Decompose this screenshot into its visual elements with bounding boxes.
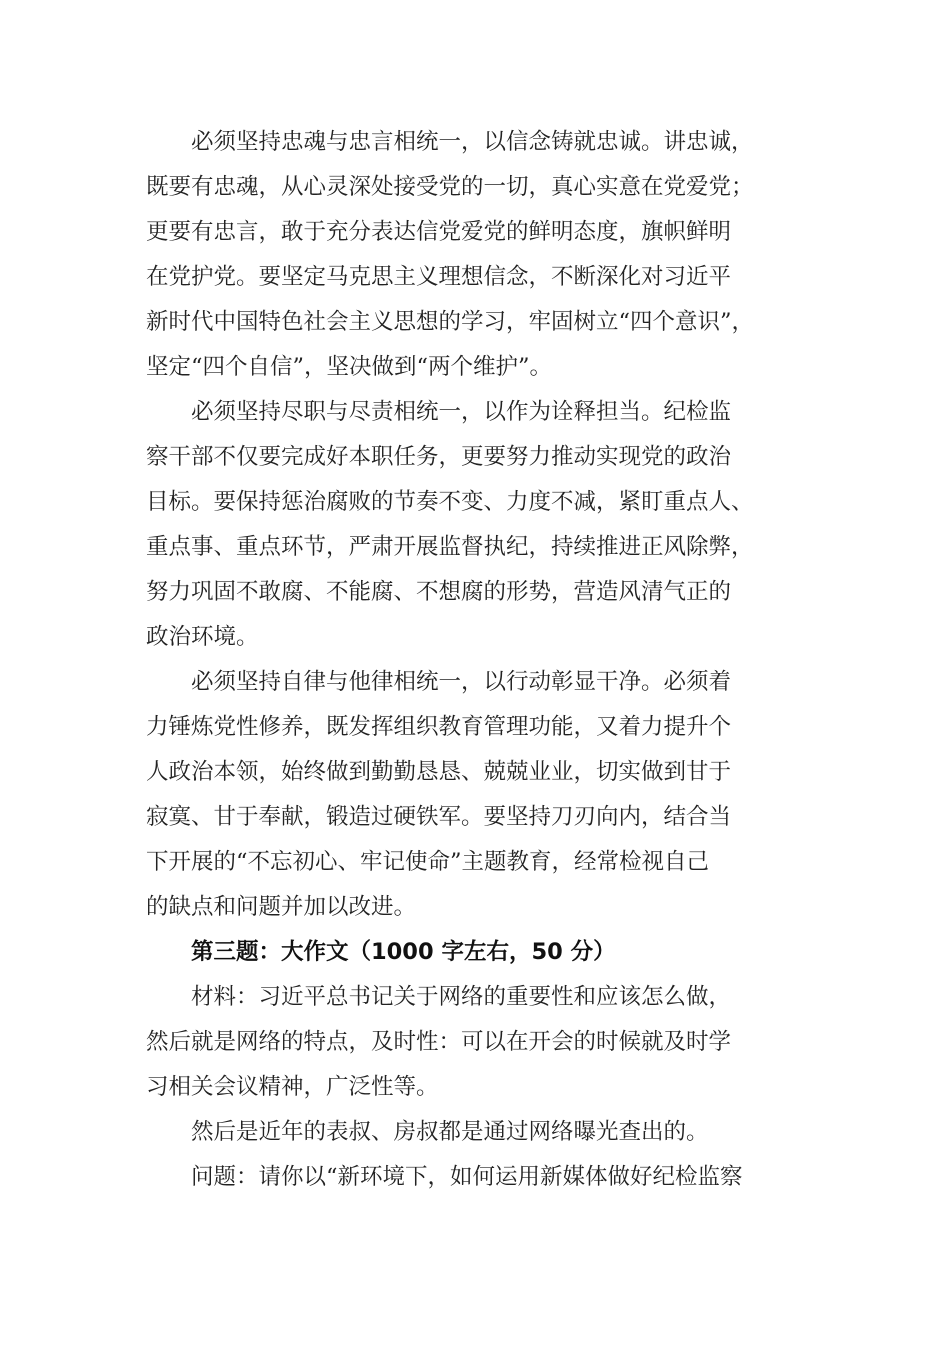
paragraph-discipline [146,660,810,930]
text-line: 目标。要保持惩治腐败的节奏不变、力度不减，紧盯重点人、 [146,489,754,515]
text-line: 既要有忠魂，从心灵深处接受党的一切，真心实意在党爱党； [146,174,754,200]
text-line: 坚定“四个自信”，坚决做到“两个维护”。 [146,354,553,380]
text-line: 人政治本领，始终做到勤勤恳恳、兢兢业业，切实做到甘于 [146,759,732,785]
paragraph-loyalty [146,120,810,390]
text-line: 必须坚持忠魂与忠言相统一，以信念铸就忠诚。讲忠诚， [191,129,754,155]
text-line: 问题：请你以“新环境下，如何运用新媒体做好纪检监察 [191,1164,743,1190]
text-line: 察干部不仅要完成好本职任务，更要努力推动实现党的政治 [146,444,732,470]
text-line: 材料：习近平总书记关于网络的重要性和应该怎么做， [191,984,732,1010]
document-content [146,120,810,1200]
paragraph-responsibility [146,390,810,660]
text-line: 在党护党。要坚定马克思主义理想信念，不断深化对习近平 [146,264,732,290]
text-line: 努力巩固不敢腐、不能腐、不想腐的形势，营造风清气正的 [146,579,732,605]
text-line: 政治环境。 [146,624,259,650]
paragraph-material [146,975,810,1110]
text-line: 的缺点和问题并加以改进。 [146,894,417,920]
text-line: 新时代中国特色社会主义思想的学习，牢固树立“四个意识”， [146,309,755,335]
paragraph-followup [146,1110,810,1155]
text-line: 寂寞、甘于奉献，锻造过硬铁军。要坚持刀刃向内，结合当 [146,804,732,830]
text-line: 必须坚持尽职与尽责相统一，以作为诠释担当。纪检监 [191,399,732,425]
section-heading: 第三题：大作文（1000 字左右，50 分） [191,939,616,965]
text-line: 然后就是网络的特点，及时性：可以在开会的时候就及时学 [146,1029,732,1055]
text-line: 必须坚持自律与他律相统一，以行动彰显干净。必须着 [191,669,732,695]
text-line: 更要有忠言，敢于充分表达信党爱党的鲜明态度，旗帜鲜明 [146,219,732,245]
text-line: 下开展的“不忘初心、牢记使命”主题教育，经常检视自己 [146,849,710,875]
text-line: 力锤炼党性修养，既发挥组织教育管理功能，又着力提升个 [146,714,732,740]
text-line: 重点事、重点环节，严肃开展监督执纪，持续推进正风除弊， [146,534,754,560]
text-line: 习相关会议精神，广泛性等。 [146,1074,439,1100]
text-line: 然后是近年的表叔、房叔都是通过网络曝光查出的。 [191,1119,709,1145]
paragraph-question [146,1155,810,1200]
